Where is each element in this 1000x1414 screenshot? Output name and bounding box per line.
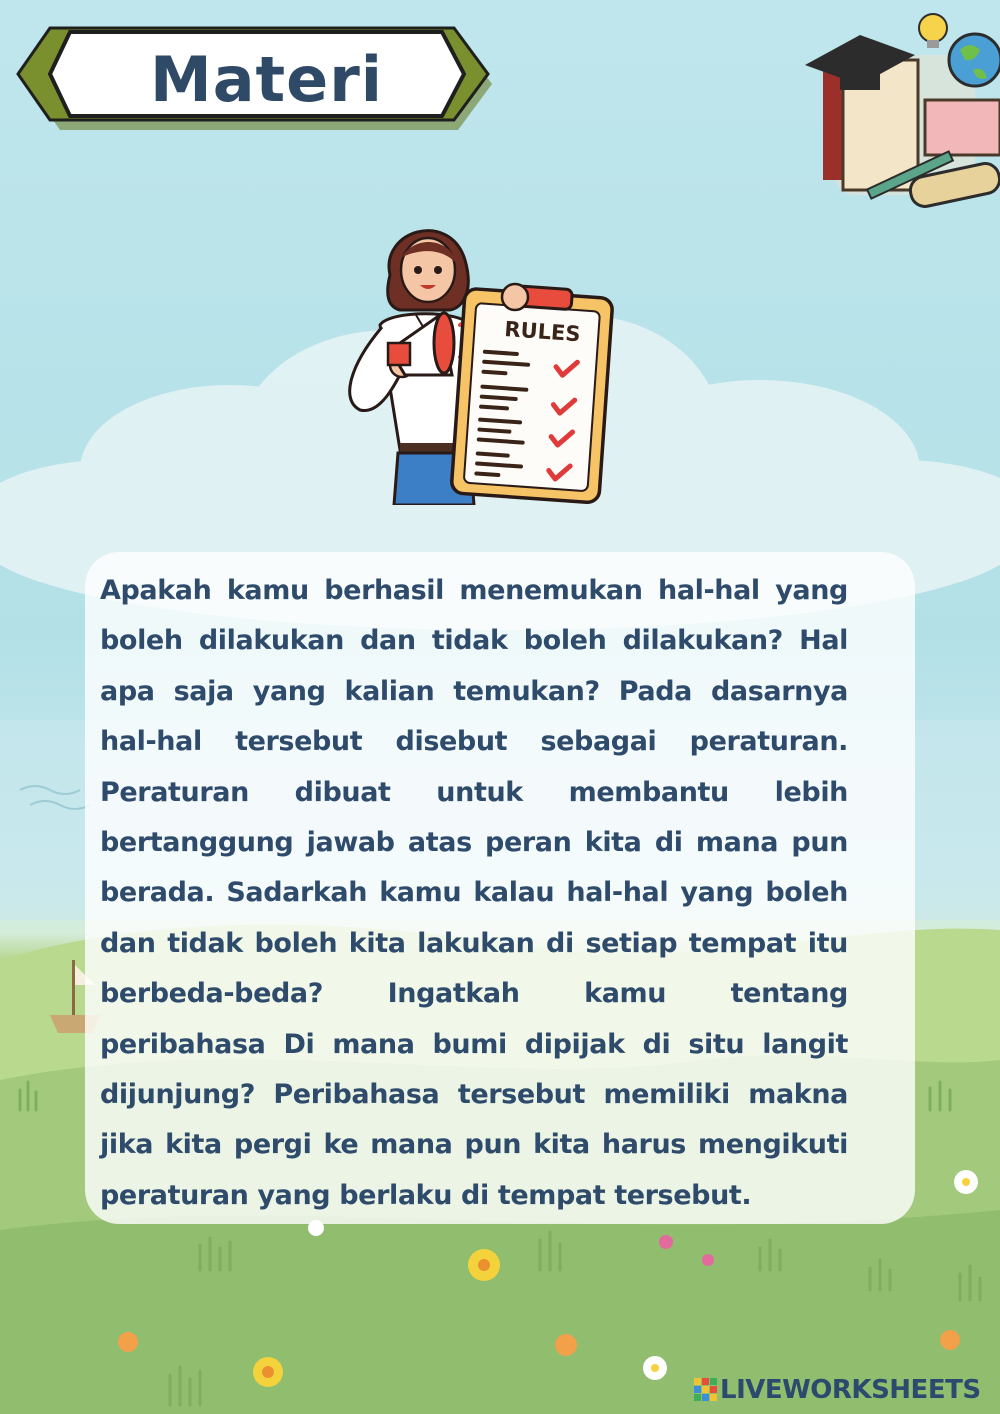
education-decoration: [805, 0, 1000, 215]
clipboard-icon: [451, 284, 613, 503]
content-paragraph: Apakah kamu berhasil menemukan hal-hal yang boleh dilakukan dan tidak boleh dilakukan? Hal apa saja yang kalian temukan? Pada dasarnya hal-hal tersebut disebut sebagai peraturan. Peraturan dibuat untuk membantu lebih bertanggung jawab atas peran kita di mana pun berada. Sadarkah kamu kalau hal-hal yang boleh dan tidak boleh kita lakukan di setiap tempat itu berbeda-beda? Ingatkah kamu tentang peribahasa Di mana bumi dipijak di situ langit dijunjung? Peribahasa tersebut memiliki makna jika kita pergi ke mana pun kita harus mengikuti peraturan yang berlaku di tempat tersebut.: [100, 575, 848, 1211]
watermark-text: LIVEWORKSHEETS: [720, 1375, 981, 1405]
globe-icon: [949, 34, 1000, 86]
liveworksheets-watermark: [694, 1374, 994, 1406]
liveworksheets-logo-icon: [694, 1378, 718, 1402]
clipboard-label: RULES: [503, 317, 582, 347]
lightbulb-icon: [919, 14, 947, 48]
page-title: Materi: [150, 43, 384, 116]
rules-illustration: [340, 215, 615, 505]
